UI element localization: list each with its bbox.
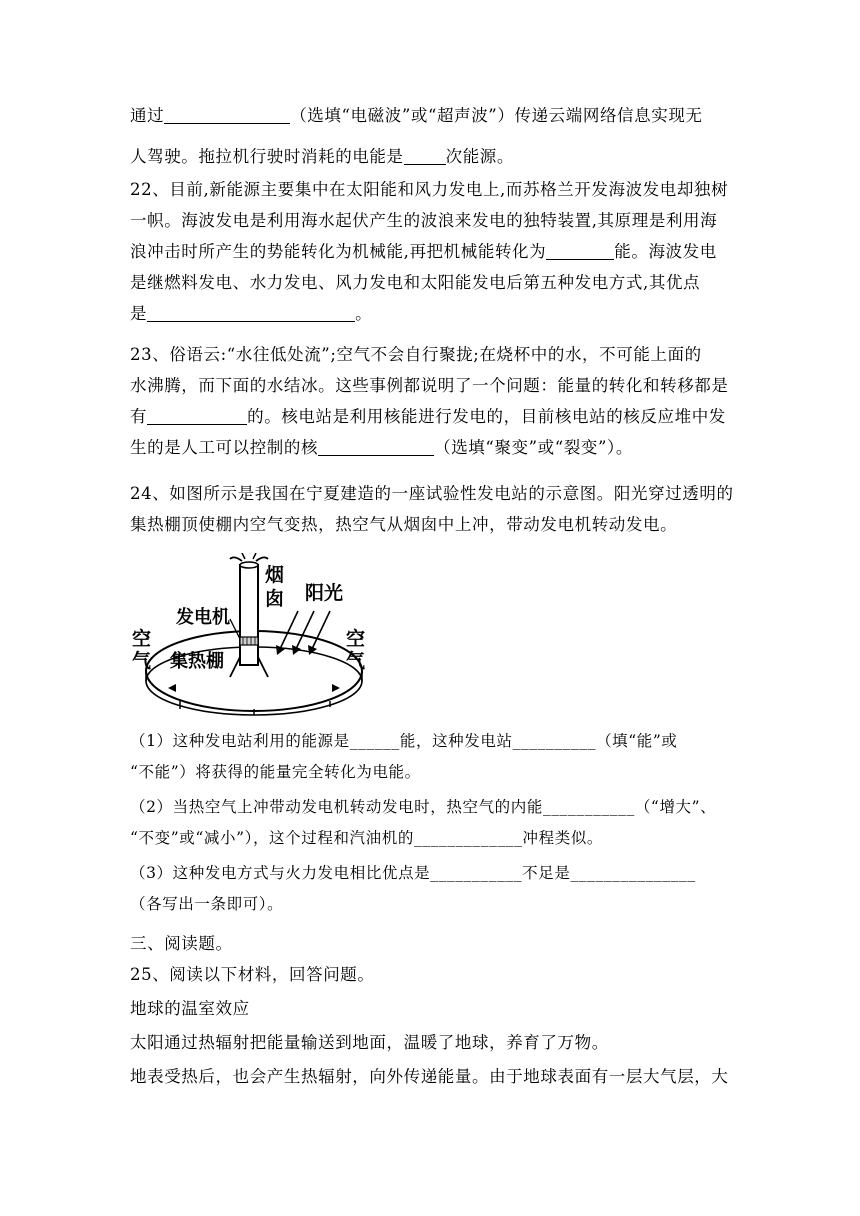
text: 是 (130, 304, 148, 323)
q24-line-1: 24、如图所示是我国在宁夏建造的一座试验性发电站的示意图。阳光穿过透明的 (130, 484, 734, 503)
text: （填“能”或 (596, 732, 678, 750)
text: （3）这种发电方式与火力发电相比优点是 (130, 864, 431, 882)
q22-line-4: 是继燃料发电、水力发电、风力发电和太阳能发电后第五种发电方式,其优点 (130, 273, 701, 292)
text: 生的是人工可以控制的核 (130, 438, 319, 457)
question-24 (130, 478, 734, 540)
answer-blank (164, 105, 290, 124)
text: 不足是 (522, 864, 571, 882)
text: 冲程类似。 (522, 829, 604, 847)
text: （选填“电磁波”或“超声波”）传递云端网络信息实现无 (290, 106, 703, 125)
text: 通过 (130, 106, 165, 125)
text: 的。核电站是利用核能进行发电的，目前核电站的核反应堆中发 (247, 407, 726, 426)
answer-blank (404, 146, 446, 165)
sub-q1-line-2: “不能”）将获得的能量完全转化为电能。 (130, 763, 421, 781)
air-left-label-2: 气 (132, 650, 152, 672)
solar-chimney-diagram (130, 553, 375, 716)
section-heading: 三、阅读题。 (130, 934, 233, 953)
air-right-label-1: 空 (346, 628, 366, 650)
q25-line-1: 25、阅读以下材料，回答问题。 (130, 965, 375, 984)
text: 。 (355, 304, 373, 323)
text: （2）当热空气上冲带动发电机转动发电时，热空气的内能 (130, 798, 543, 816)
answer-blank: _____________ (413, 829, 523, 847)
text: （选填“聚变”或“裂变”）。 (434, 438, 634, 457)
text: （“增大”、 (634, 798, 717, 816)
answer-blank (147, 406, 247, 425)
q23-line-2: 水沸腾，而下面的水结冰。这些事例都说明了一个问题：能量的转化和转移都是 (130, 376, 729, 395)
q22-line-1: 22、目前,新能源主要集中在太阳能和风力发电上,而苏格兰开发海波发电却独树 (130, 180, 729, 199)
sub-q3-line-2: （各写出一条即可）。 (130, 895, 284, 913)
question-23 (130, 339, 730, 463)
text: “不变”或“减小”），这个过程和汽油机的 (130, 829, 414, 847)
answer-blank: __________ (512, 732, 597, 750)
answer-blank: _______________ (570, 864, 696, 882)
text: 有 (130, 407, 148, 426)
q24-line-2: 集热棚顶使棚内空气变热，热空气从烟囱中上冲，带动发电机转动发电。 (130, 515, 678, 534)
sunlight-label: 阳光 (305, 582, 344, 604)
text: 人驾驶。拖拉机行驶时消耗的电能是 (130, 147, 404, 166)
text: （1）这种发电站利用的能源是 (130, 732, 350, 750)
passage-paragraph-2: 地表受热后，也会产生热辐射，向外传递能量。由于地球表面有一层大气层，大 (130, 1067, 729, 1086)
chimney-label-1: 烟 (265, 564, 285, 586)
question-24-subquestions (130, 726, 730, 920)
q22-line-2: 一帜。海波发电是利用海水起伏产生的波浪来发电的独特装置,其原理是利用海 (130, 211, 718, 230)
chimney (240, 565, 258, 665)
answer-blank (318, 437, 434, 456)
air-right-label-2: 气 (346, 650, 366, 672)
text: 次能源。 (445, 147, 515, 166)
air-left-label-1: 空 (132, 628, 152, 650)
text: 浪冲击时所产生的势能转化为机械能,再把机械能转化为 (130, 242, 547, 261)
reading-section (130, 928, 730, 1092)
text: 能，这种发电站 (399, 732, 513, 750)
question-21-tail (130, 100, 730, 172)
answer-blank (147, 303, 355, 322)
q23-line-1: 23、俗语云:“水往低处流”;空气不会自行聚拢;在烧杯中的水，不可能上面的 (130, 345, 702, 364)
answer-blank (546, 241, 614, 260)
chimney-label-2: 囱 (265, 588, 285, 610)
passage-title: 地球的温室效应 (130, 999, 250, 1018)
answer-blank: ______ (349, 732, 400, 750)
generator-label: 发电机 (176, 607, 230, 628)
answer-blank: ___________ (430, 864, 523, 882)
answer-blank: ___________ (542, 798, 635, 816)
text: 能。海波发电 (614, 242, 717, 261)
question-22 (130, 174, 730, 329)
shed-label: 集热棚 (170, 651, 224, 672)
passage-paragraph-1: 太阳通过热辐射把能量输送到地面，温暖了地球，养育了万物。 (130, 1033, 609, 1052)
